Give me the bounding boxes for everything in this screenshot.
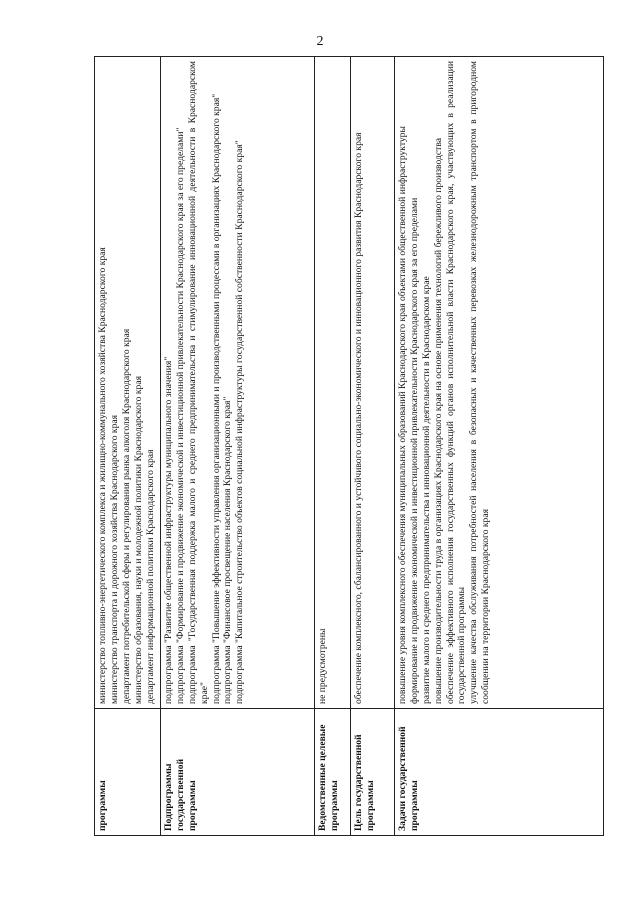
content-line: министерство транспорта и дорожного хозяйства Краснодарского края [108,414,120,704]
content-line: повышение уровня комплексного обеспечения муниципальных образований Краснодарского края объектами общественной инфраструктуры [397,126,408,704]
row-label: Подпрограммы государственной программы [161,709,315,836]
content-line: развитие малого и среднего предпринимательства и инновационной деятельности в Краснодарском крае [420,276,432,704]
row-content [395,57,604,709]
content-line: министерство топливно-энергетического комплекса и жилищно-коммунального хозяйства Краснодарского края [97,247,108,704]
page-number: 2 [316,34,324,49]
content-line: подпрограмма "Финансовое просвещение населения Краснодарского края" [222,396,234,704]
row-label: программы [95,709,161,836]
content-line: департамент потребительской сферы и регулирования рынка алкоголя Краснодарского края [120,328,132,704]
row-content [351,57,395,709]
content-line: подпрограмма "Развитие общественной инфраструктуры муниципального значения" [163,356,174,704]
content-line: подпрограмма "Государственная поддержка малого и среднего предпринимательства и стимулирование инновационной деятельности в Краснодарском крае" [186,61,210,704]
content-line: департамент информационной политики Краснодарского края [144,449,156,704]
row-content [161,57,315,709]
table-row [351,57,395,836]
table-row [95,57,161,836]
content-line: министерство образования, науки и молодежной политики Краснодарского края [132,376,144,704]
content-line: не предусмотрены [317,628,328,704]
content-line: формирование и продвижение экономической и инвестиционной привлекательности Краснодарского края за его пределами [408,197,420,704]
row-content [95,57,161,709]
content-line: обеспечение эффективного исполнения государственных функций органов исполнительной власти Краснодарского края, участвующих в реализации государственной программы [444,61,468,704]
program-passport-table [94,56,604,836]
content-line: обеспечение комплексного, сбалансированного и устойчивого социально-экономического и инновационного развития Краснодарского края [353,132,364,704]
content-line: повышение производительности труда в организациях Краснодарского края на основе применения технологий бережливого производства [432,138,444,704]
content-line: подпрограмма "Повышение эффективности управления организационными и производственными процессами в организациях Краснодарского края" [210,93,222,704]
content-line: улучшение качества обслуживания потребностей населения в безопасных и качественных перевозках железнодорожным транспортом в пригородном сообщении на территории Краснодарского края [468,61,492,704]
table-row [315,57,351,836]
table-row [395,57,604,836]
content-line: подпрограмма "Капитальное строительство объектов социальной инфраструктуры государственной собственности Краснодарского края" [234,140,246,704]
row-label: Цель государственной программы [351,709,395,836]
rotated-passport-table [94,56,604,836]
row-label: Ведомственные целевые программы [315,709,351,836]
content-line: подпрограмма "Формирование и продвижение экономической и инвестиционной привлекательности Краснодарского края за его пределами" [174,127,186,704]
table-row [161,57,315,836]
row-label: Задачи государственной программы [395,709,604,836]
row-content [315,57,351,709]
